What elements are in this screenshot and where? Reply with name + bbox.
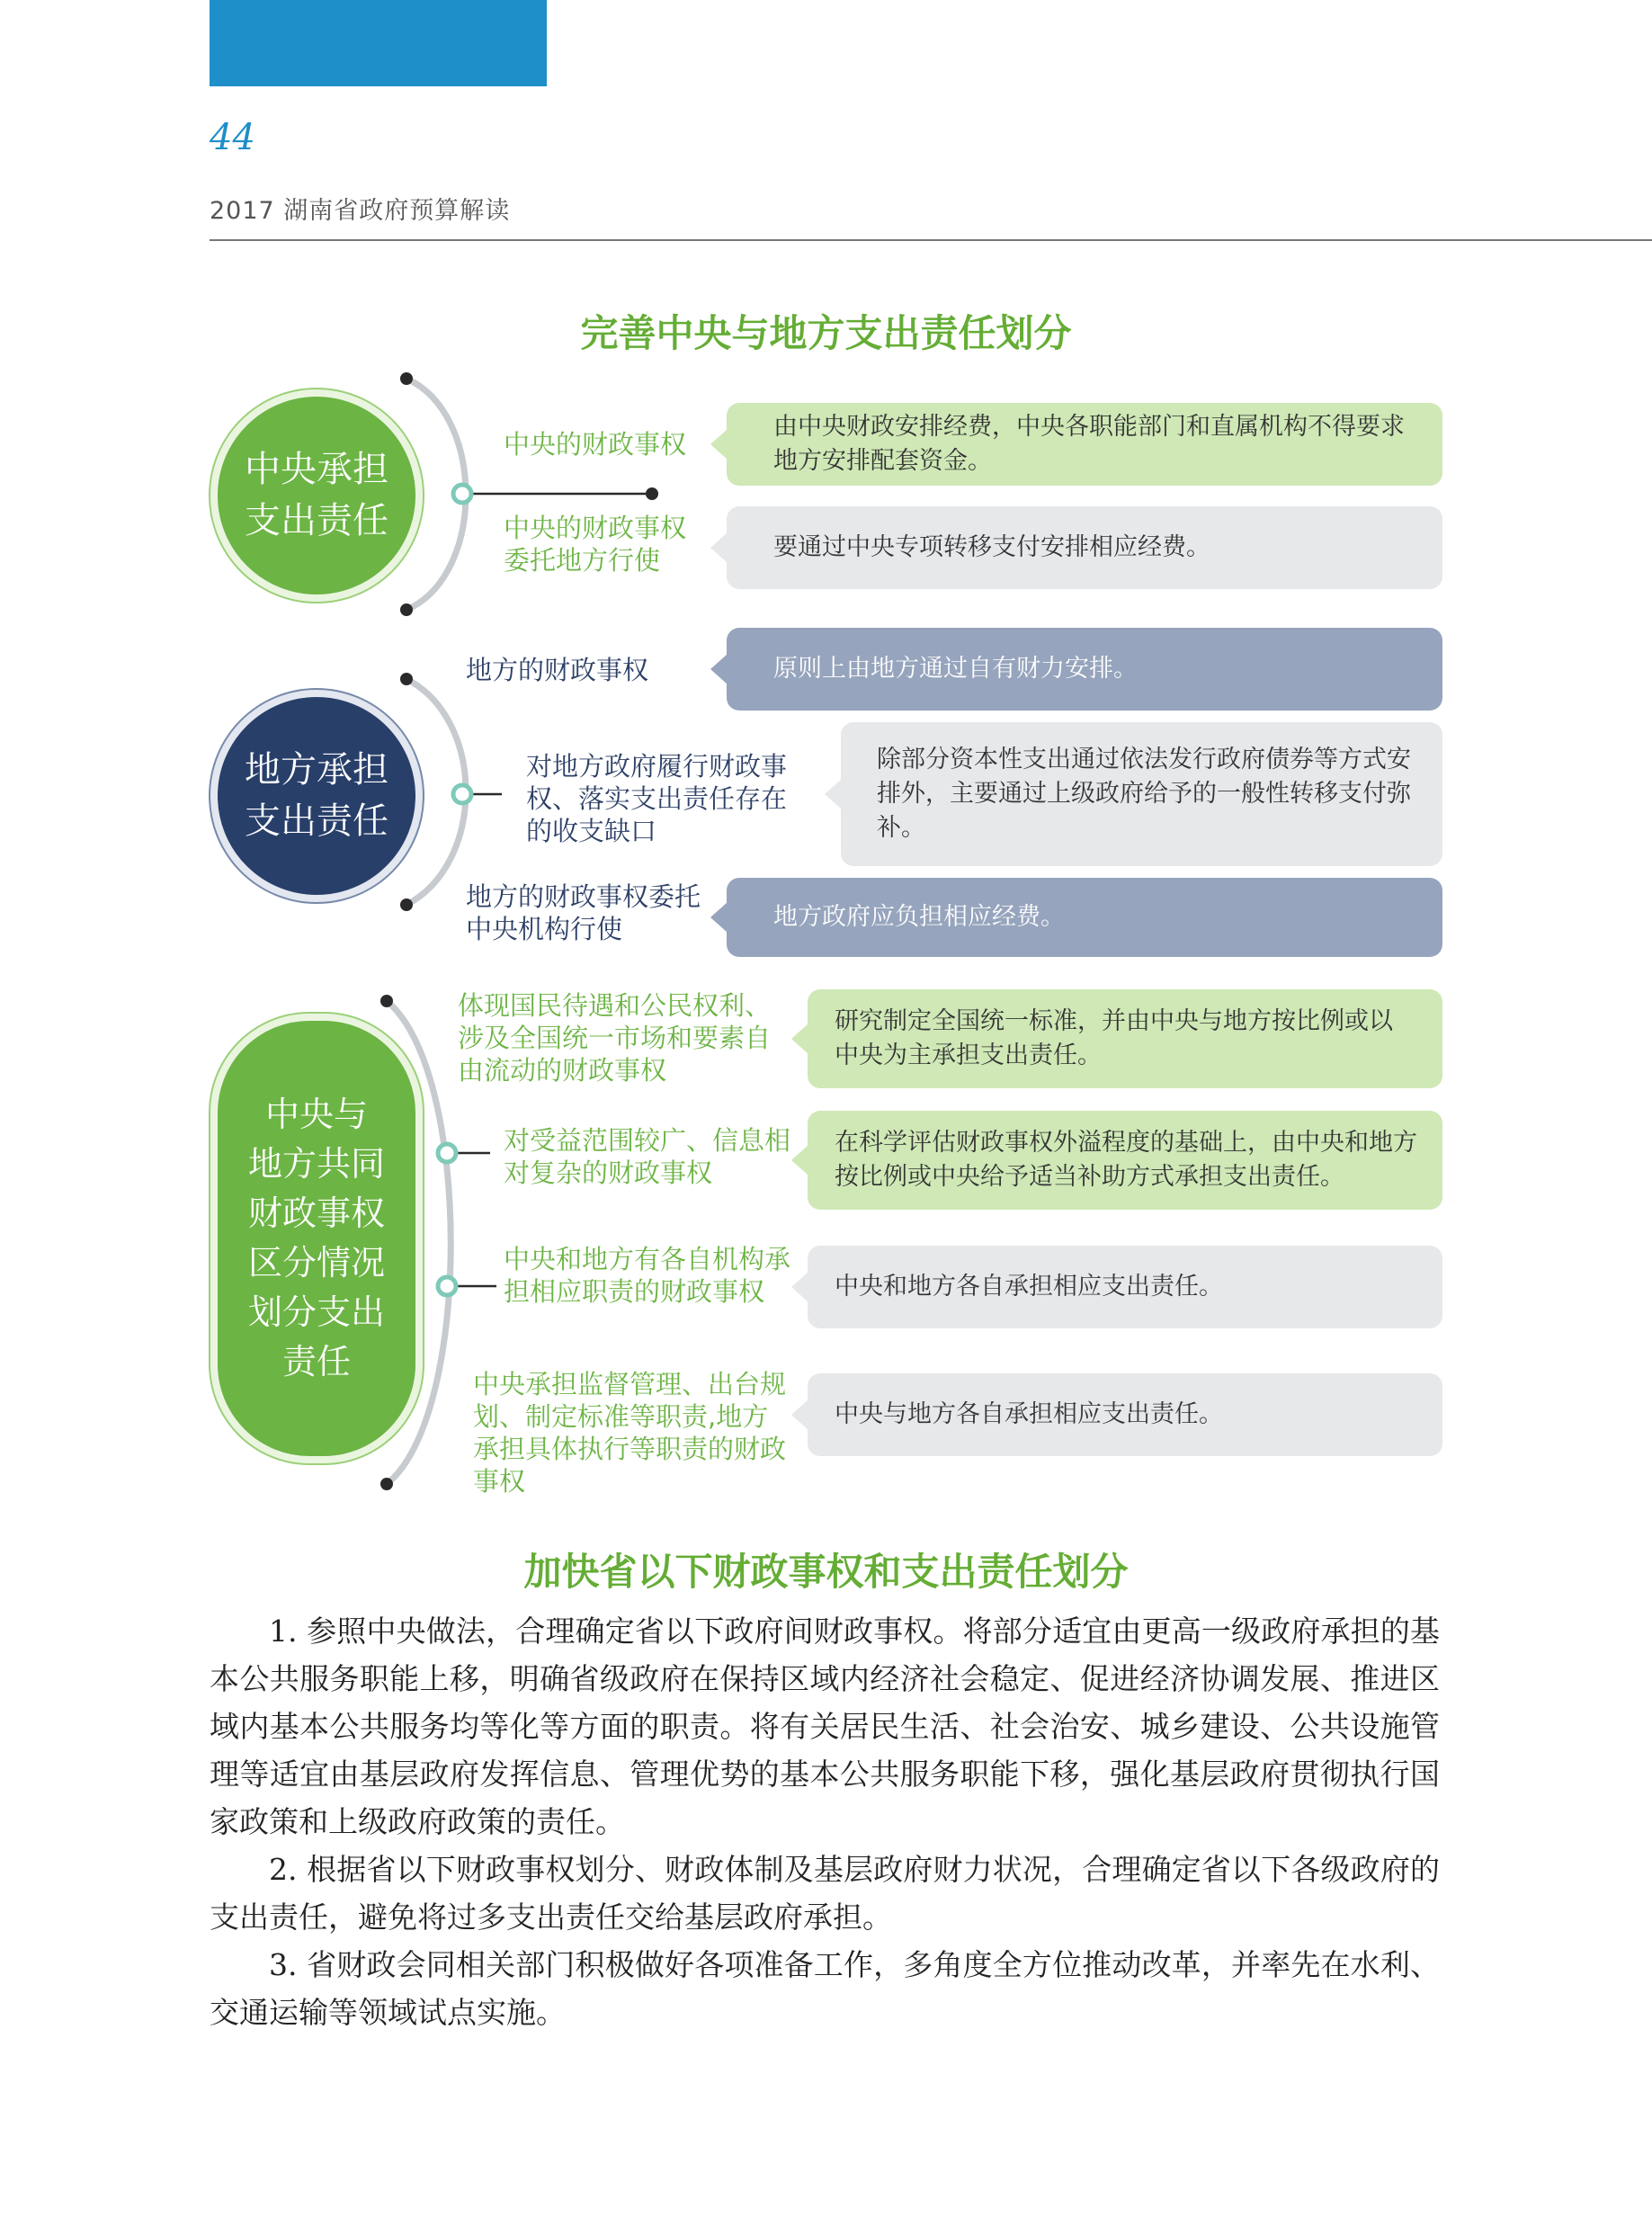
desc-text: 原则上由地方通过自有财力安排。 (773, 655, 1138, 683)
group1-item2-desc (727, 506, 1442, 589)
pill-line: 区分情况 (247, 1243, 385, 1283)
group2-item3-desc (727, 878, 1442, 957)
group3-item3-label: 中央和地方有各自机构承担相应职责的财政事权 (504, 1244, 791, 1307)
pill-line: 责任 (281, 1342, 351, 1381)
section2-body (210, 1607, 1440, 2036)
connector-node (453, 485, 471, 503)
pill-line: 划分支出 (247, 1292, 385, 1332)
group2-item2-desc (841, 722, 1442, 866)
arc-end-dot (400, 898, 413, 911)
group3-item2-label: 对受益范围较广、信息相对复杂的财政事权 (504, 1125, 791, 1188)
circle-line: 支出责任 (245, 500, 388, 541)
page-number: 44 (210, 117, 255, 158)
local-responsibility-circle (210, 690, 423, 902)
desc-text: 中央和地方各自承担相应支出责任。 (835, 1273, 1223, 1301)
group1-item2-label: 中央的财政事权委托地方行使 (504, 513, 687, 576)
central-responsibility-circle (210, 389, 423, 602)
arc-end-dot (400, 372, 413, 385)
circle-line: 地方承担 (245, 749, 388, 791)
line-end-dot (646, 487, 658, 500)
circle-line: 支出责任 (245, 800, 388, 842)
circle-line: 中央承担 (245, 449, 388, 490)
arc-end-dot (380, 995, 393, 1007)
desc-text: 除部分资本性支出通过依法发行政府债券等方式安排外，主要通过上级政府给予的一般性转移支付弥补。 (877, 746, 1411, 842)
paragraph: 2. 根据省以下财政事权划分、财政体制及基层政府财力状况，合理确定省以下各级政府的支出责任，避免将过多支出责任交给基层政府承担。 (210, 1852, 1440, 1935)
header-title: 2017 湖南省政府预算解读 (210, 197, 511, 225)
connector-node (438, 1277, 456, 1295)
section1-title: 完善中央与地方支出责任划分 (580, 311, 1072, 355)
group2-item1-desc (727, 628, 1442, 711)
paragraph: 3. 省财政会同相关部门积极做好各项准备工作，多角度全方位推动改革，并率先在水利、交通运输等领域试点实施。 (210, 1947, 1440, 2030)
section2-title: 加快省以下财政事权和支出责任划分 (523, 1550, 1129, 1594)
desc-text: 由中央财政安排经费，中央各职能部门和直属机构不得要求地方安排配套资金。 (773, 413, 1405, 475)
group1-item1-desc (727, 403, 1442, 486)
arc-end-dot (400, 603, 413, 616)
arc-end-dot (400, 673, 413, 685)
group1-item1-label: 中央的财政事权 (504, 429, 687, 460)
group3-item1-label: 体现国民待遇和公民权利、涉及全国统一市场和要素自由流动的财政事权 (458, 990, 772, 1086)
group3-item2-desc (808, 1111, 1442, 1210)
group3-item4-desc (808, 1373, 1442, 1456)
group3-item1-desc (808, 989, 1442, 1088)
desc-text: 研究制定全国统一标准，并由中央与地方按比例或以中央为主承担支出责任。 (835, 1007, 1393, 1069)
group3-item3-desc (808, 1246, 1442, 1328)
pill-line: 地方共同 (247, 1144, 385, 1184)
arc-end-dot (380, 1478, 393, 1490)
desc-text: 中央与地方各自承担相应支出责任。 (835, 1400, 1223, 1428)
desc-text: 地方政府应负担相应经费。 (773, 903, 1065, 931)
connector-node (438, 1144, 456, 1162)
group2-item3-label: 地方的财政事权委托中央机构行使 (466, 881, 701, 944)
shared-responsibility-pill (210, 1014, 423, 1463)
desc-text: 要通过中央专项转移支付安排相应经费。 (773, 533, 1210, 561)
pill-line: 中央与 (264, 1095, 368, 1134)
group3-item4-label: 中央承担监督管理、出台规划、制定标准等职责,地方承担具体执行等职责的财政事权 (473, 1369, 787, 1497)
connector-node (453, 785, 471, 803)
desc-text: 在科学评估财政事权外溢程度的基础上，由中央和地方按比例或中央给予适当补助方式承担支出责任。 (835, 1129, 1417, 1191)
paragraph: 1. 参照中央做法，合理确定省以下政府间财政事权。将部分适宜由更高一级政府承担的基本公共服务职能上移，明确省级政府在保持区域内经济社会稳定、促进经济协调发展、推进区域内基本公共服务均等化等方面的职责。将有关居民生活、社会治安、城乡建设、公共设施管理等适宜由基层政府发挥信息、管理优势的基本公共服务职能下移，强化基层政府贯彻执行国家政策和上级政府政策的责任。 (210, 1614, 1440, 1839)
group2-item2-label: 对地方政府履行财政事权、落实支出责任存在的收支缺口 (526, 751, 788, 846)
group2-item1-label: 地方的财政事权 (466, 655, 649, 685)
pill-line: 财政事权 (247, 1193, 385, 1233)
